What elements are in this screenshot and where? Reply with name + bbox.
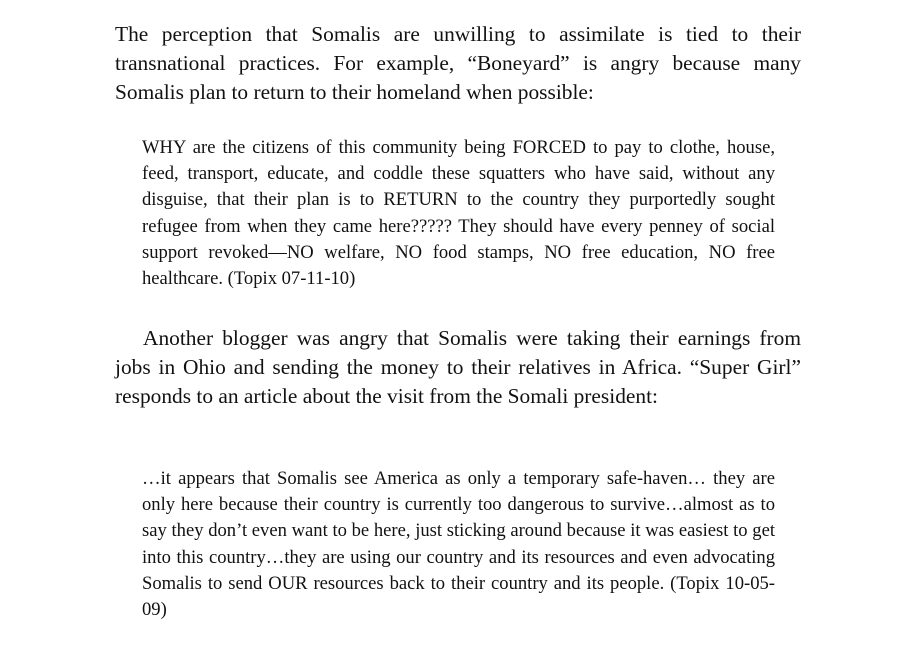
body-paragraph-remittances: Another blogger was angry that Somalis were taking their earnings from jobs in Ohio and sending the money to their relatives in Africa. “Super Girl” responds to an article about the visit from the Somali president:: [115, 326, 801, 408]
body-paragraph-assimilation: The perception that Somalis are unwilling to assimilate is tied to their transnational practices. For example, “Boneyard” is angry because many Somalis plan to return to their homeland when possible:: [115, 22, 801, 104]
block-quote-boneyard: WHY are the citizens of this community being FORCED to pay to clothe, house, feed, transport, educate, and coddle these squatters who have said, without any disguise, that their plan is to RETURN to the country they purportedly sought refugee from when they came here????? They should have every penney of social support revoked—NO welfare, NO food stamps, NO free education, NO free healthcare. (Topix 07-11-10): [142, 137, 775, 290]
block-quote-super-girl: …it appears that Somalis see America as only a temporary safe-haven… they are only here because their country is currently too dangerous to survive…almost as to say they don’t even want to be here, just sticking around because it was easiest to get into this country…they are using our country and its resources and even advocating Somalis to send OUR resources back to their country and its people. (Topix 10-05-09): [142, 468, 775, 621]
